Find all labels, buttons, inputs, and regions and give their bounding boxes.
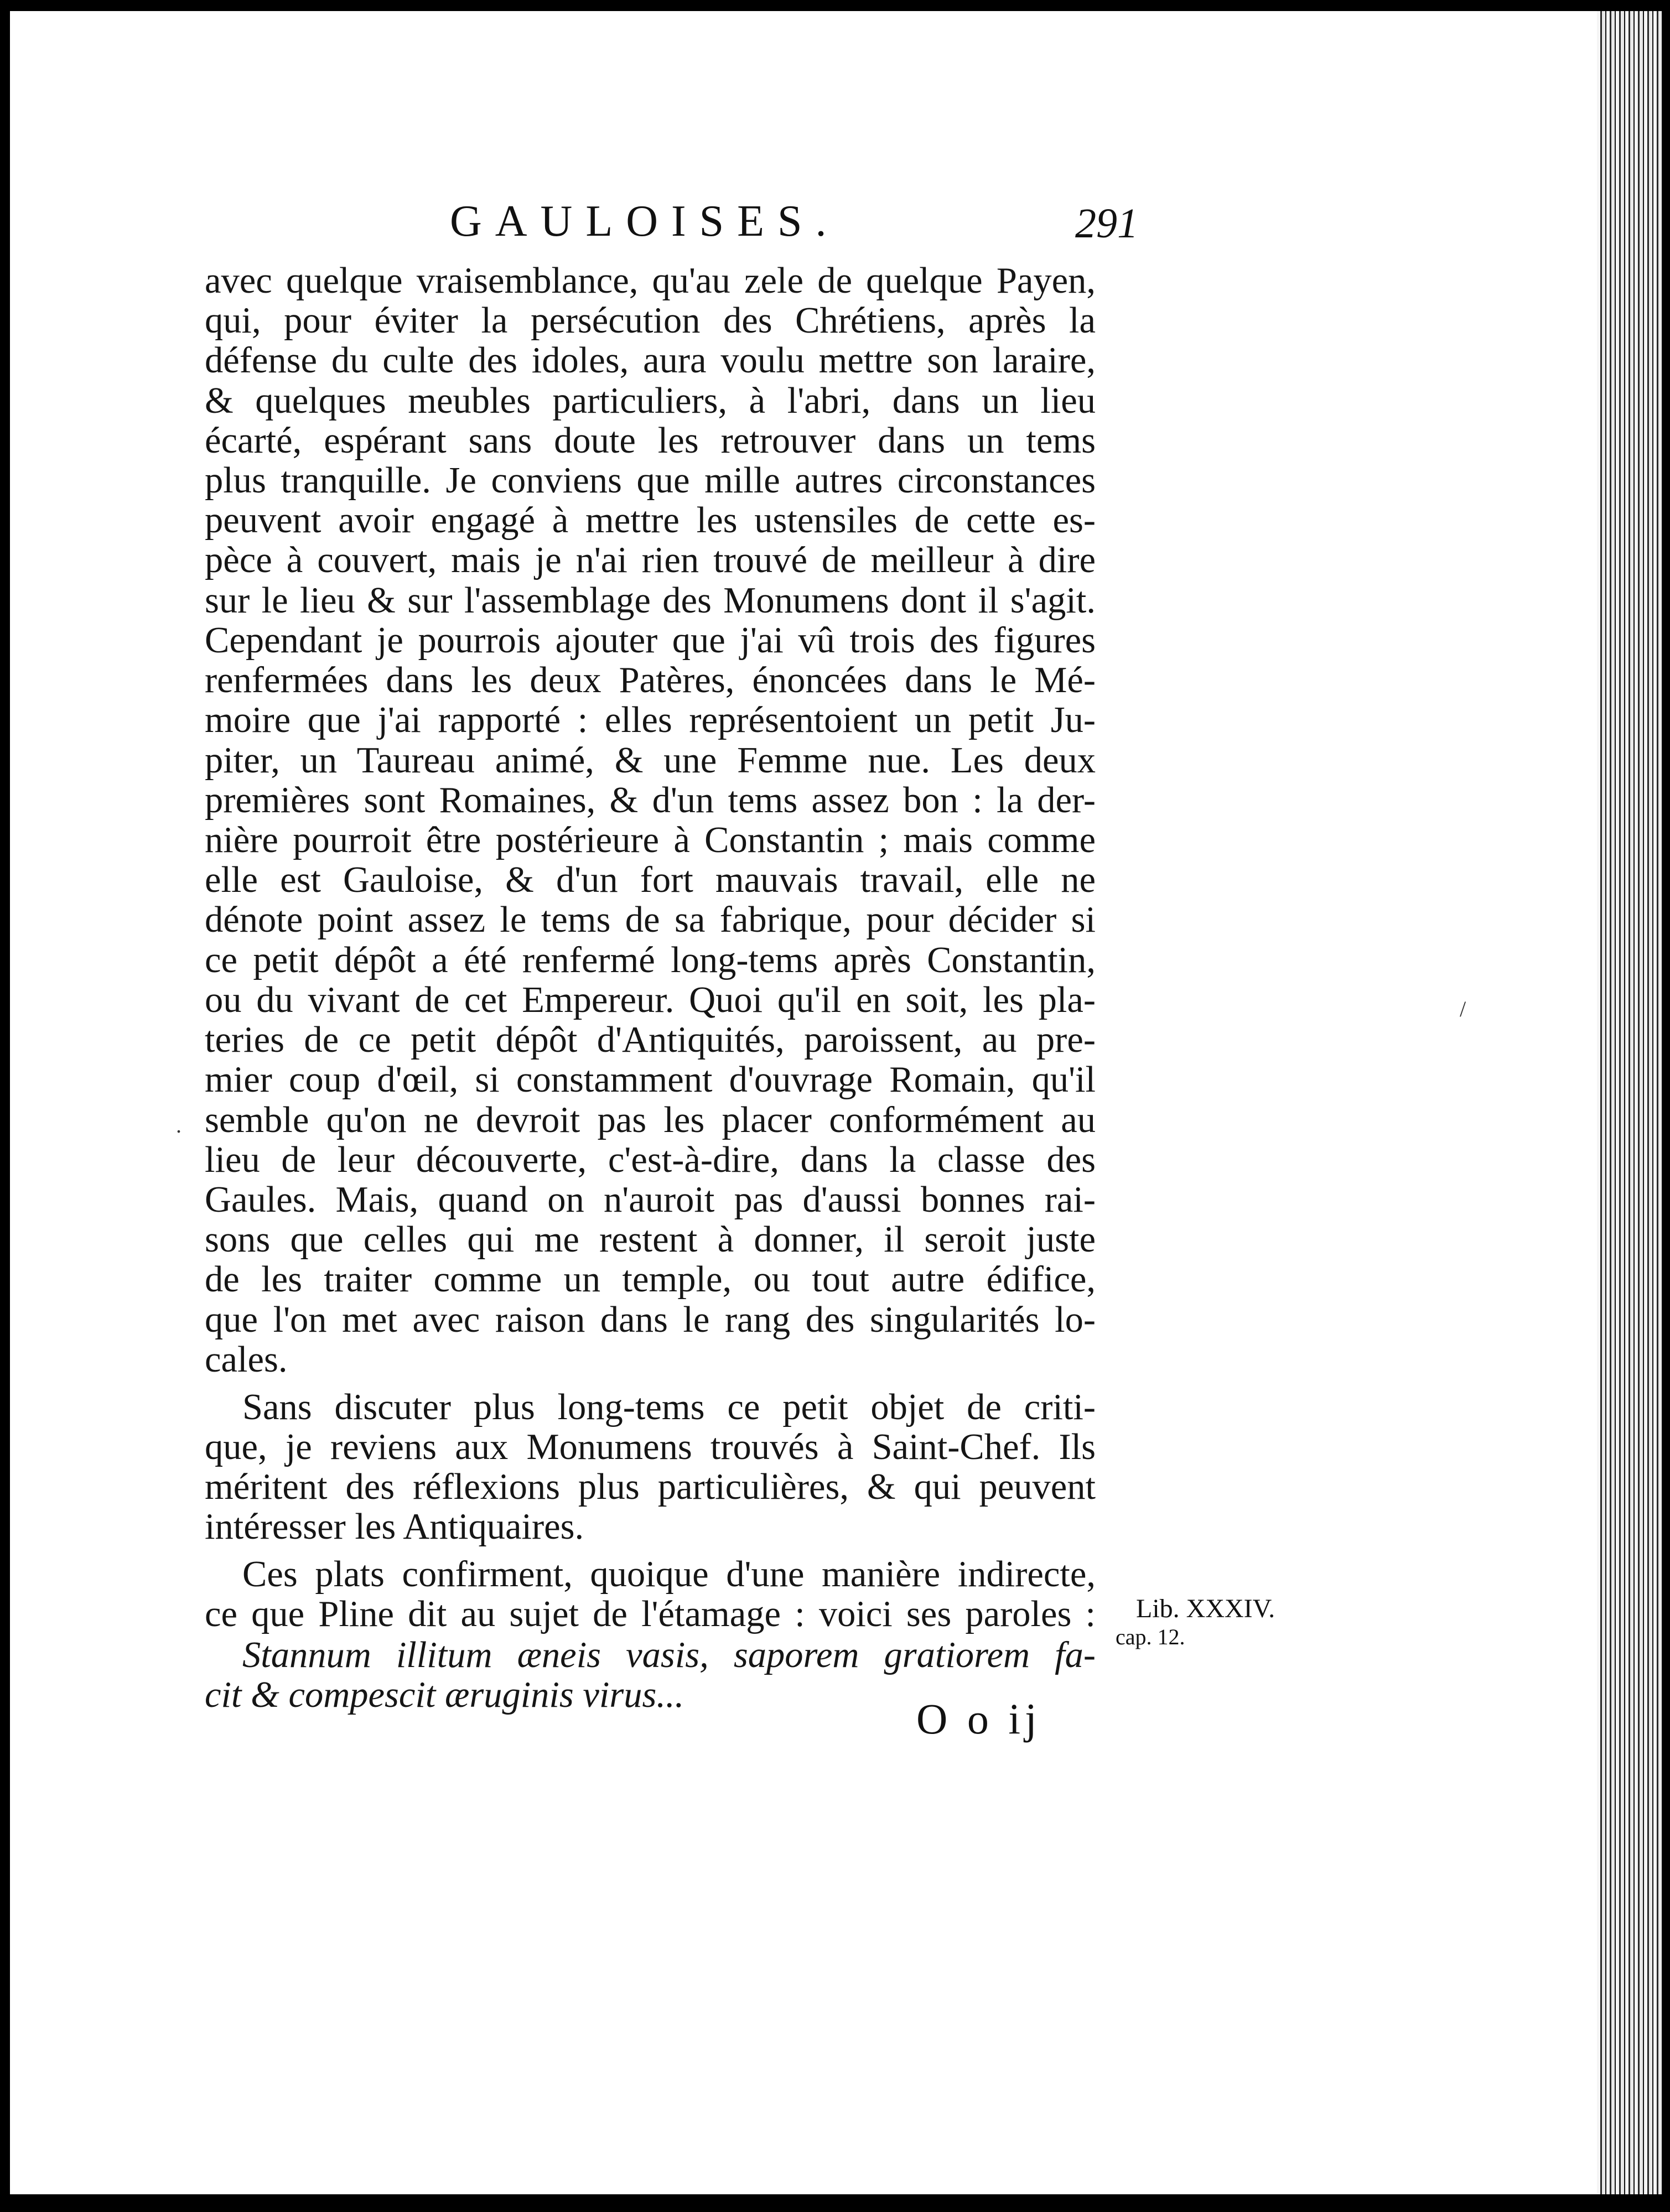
text-line: & quelques meubles particuliers, à l'abri, dans un lieu (205, 381, 1096, 421)
text-line: piter, un Taureau animé, & une Femme nue. Les deux (205, 740, 1096, 781)
book-page (10, 11, 1597, 2194)
text-line: ce petit dépôt a été renfermé long-tems après Constantin, (205, 940, 1096, 980)
text-line: méritent des réflexions plus particulières, & qui peuvent (205, 1467, 1096, 1507)
text-line: renfermées dans les deux Patères, énoncées dans le Mé- (205, 660, 1096, 700)
text-line: moire que j'ai rapporté : elles représentoient un petit Ju- (205, 700, 1096, 740)
text-line: intéresser les Antiquaires. (205, 1507, 584, 1547)
text-line: sons que celles qui me restent à donner, il seroit juste (205, 1219, 1096, 1260)
margin-note-book: Lib. XXXIV. (1136, 1594, 1275, 1623)
page-number: 291 (1075, 200, 1138, 247)
text-line: avec quelque vraisemblance, qu'au zele de quelque Payen, (205, 261, 1096, 301)
text-line: défense du culte des idoles, aura voulu mettre son laraire, (205, 340, 1096, 381)
text-line: Ces plats confirment, quoique d'une manière indirecte, (242, 1554, 1096, 1595)
text-line: semble qu'on ne devroit pas les placer conformément au (205, 1100, 1096, 1140)
text-line: pèce à couvert, mais je n'ai rien trouvé de meilleur à dire (205, 540, 1096, 580)
margin-note-chapter: cap. 12. (1116, 1624, 1185, 1649)
text-line: de les traiter comme un temple, ou tout autre édifice, (205, 1259, 1096, 1300)
text-line: ou du vivant de cet Empereur. Quoi qu'il en soit, les pla- (205, 980, 1096, 1020)
text-line: que, je reviens aux Monumens trouvés à Saint-Chef. Ils (205, 1427, 1096, 1467)
text-line: plus tranquille. Je conviens que mille autres circonstances (205, 460, 1096, 501)
stray-mark: . (176, 1113, 181, 1138)
text-line: Gaules. Mais, quand on n'auroit pas d'aussi bonnes rai- (205, 1180, 1096, 1220)
text-line: sur le lieu & sur l'assemblage des Monumens dont il s'agit. (205, 580, 1096, 621)
text-line: qui, pour éviter la persécution des Chrétiens, après la (205, 300, 1096, 341)
text-line: teries de ce petit dépôt d'Antiquités, paroissent, au pre- (205, 1020, 1096, 1060)
text-line: écarté, espérant sans doute les retrouver dans un tems (205, 420, 1096, 461)
page-edge-stack (1597, 11, 1662, 2194)
text-line: Sans discuter plus long-tems ce petit objet de criti- (242, 1387, 1096, 1427)
stray-mark: / (1460, 996, 1466, 1021)
text-line: que l'on met avec raison dans le rang des singularités lo- (205, 1300, 1096, 1340)
text-line: cales. (205, 1339, 288, 1380)
text-line: elle est Gauloise, & d'un fort mauvais travail, elle ne (205, 860, 1096, 900)
body-text (205, 11, 1096, 1782)
text-line: dénote point assez le tems de sa fabrique, pour décider si (205, 900, 1096, 940)
text-line: lieu de leur découverte, c'est-à-dire, dans la classe des (205, 1140, 1096, 1180)
text-line: Cependant je pourrois ajouter que j'ai vû trois des figures (205, 620, 1096, 661)
latin-quote-line: Stannum illitum æneis vasis, saporem gratiorem fa- (242, 1635, 1096, 1675)
text-line: nière pourroit être postérieure à Constantin ; mais comme (205, 820, 1096, 860)
latin-quote-line: cit & compescit æruginis virus... (205, 1675, 684, 1715)
text-line: premières sont Romaines, & d'un tems assez bon : la der- (205, 780, 1096, 821)
text-line: mier coup d'œil, si constamment d'ouvrage Romain, qu'il (205, 1060, 1096, 1100)
text-line: peuvent avoir engagé à mettre les ustensiles de cette es- (205, 500, 1096, 541)
text-line: ce que Pline dit au sujet de l'étamage : voici ses paroles : (205, 1594, 1096, 1634)
running-title: GAULOISES. (450, 197, 840, 246)
signature-mark: O o ij (916, 1695, 1041, 1743)
